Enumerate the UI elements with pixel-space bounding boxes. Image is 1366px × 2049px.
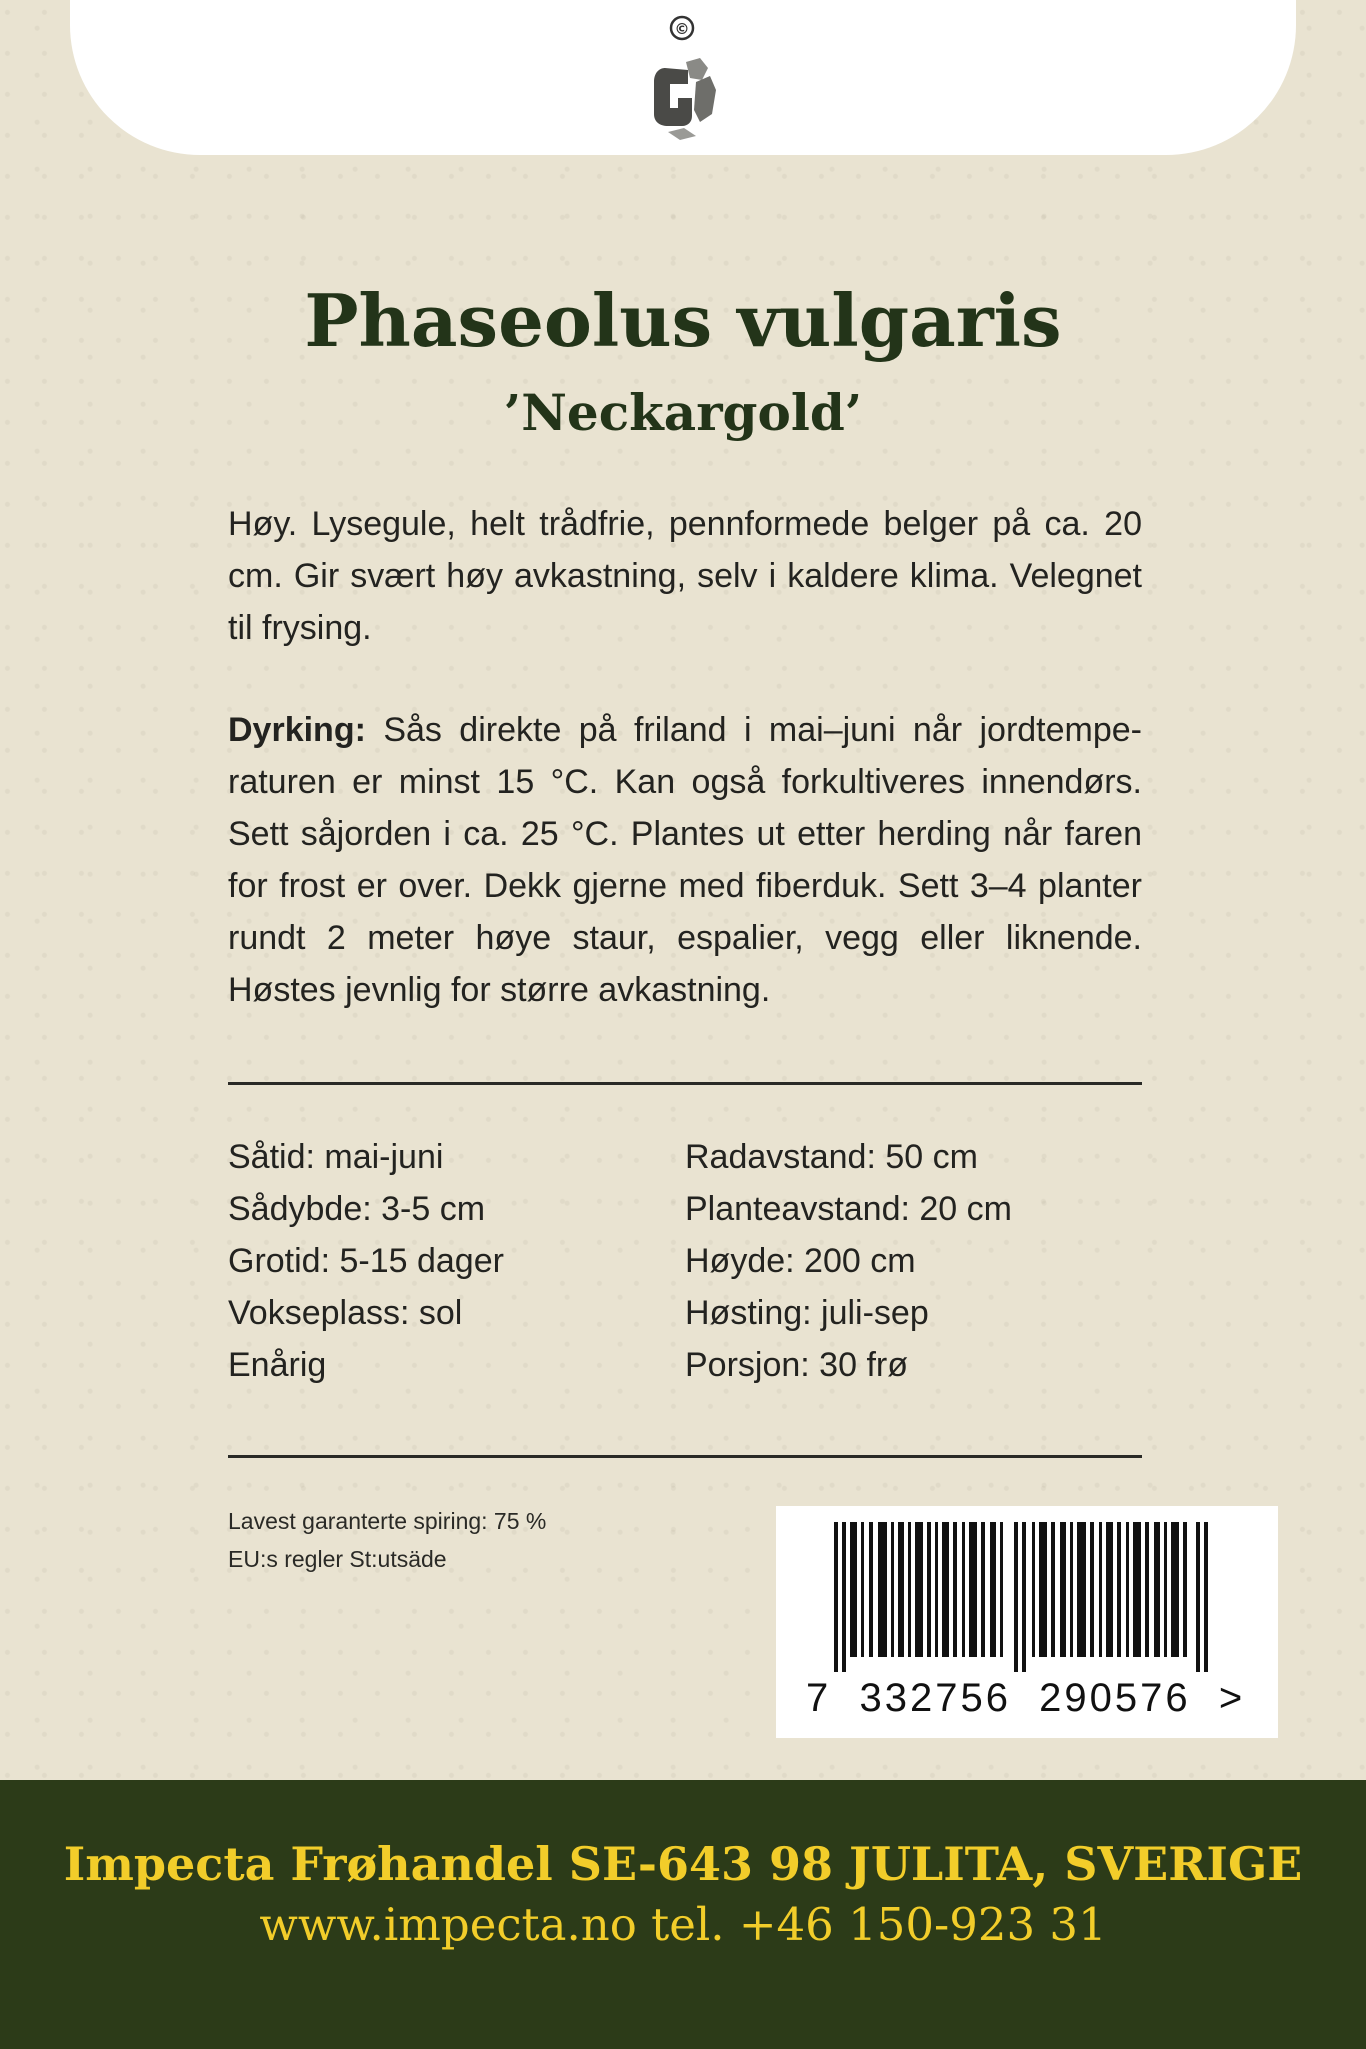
divider-top xyxy=(228,1082,1142,1085)
fact-sowing-time: Såtid: mai-juni xyxy=(228,1138,444,1176)
fact-harvest: Høsting: juli-sep xyxy=(685,1294,929,1332)
cultivation-label: Dyrking: xyxy=(228,711,366,749)
divider-bottom xyxy=(228,1455,1142,1458)
eu-regulation: EU:s regler St:utsäde xyxy=(228,1546,447,1572)
facts-right-column xyxy=(685,1131,1012,1391)
fact-lifecycle: Enårig xyxy=(228,1346,327,1384)
fine-print xyxy=(228,1502,546,1578)
cultivation-instructions xyxy=(228,704,1142,1016)
impecta-logo-icon xyxy=(630,10,740,145)
variety-description: Høy. Lysegule, helt trådfrie, pennformede belger på ca. 20 cm. Gir svært høy avkastning, selv i kaldere klima. Velegnet til frysing. xyxy=(228,505,1142,647)
fact-row-spacing: Radavstand: 50 cm xyxy=(685,1138,978,1176)
barcode-number: 7 332756 290576 > xyxy=(806,1676,1246,1720)
cultivation-text: Sås direkte på friland i mai–juni når jordtemperaturen er minst 15 °C. Kan også forkultiveres innendørs. Sett såjorden i ca. 25 °C. Plantes ut etter herding når faren for frost er over. Dekk gjerne med fiberduk. Sett 3–4 planter rundt 2 meter høye staur, espalier, vegg eller liknende. Høstes jevnlig for større avkastning. xyxy=(228,711,1142,1009)
facts-left-column xyxy=(228,1131,504,1391)
fact-sowing-depth: Sådybde: 3-5 cm xyxy=(228,1190,486,1228)
barcode xyxy=(776,1506,1278,1738)
fact-plant-spacing: Planteavstand: 20 cm xyxy=(685,1190,1012,1228)
company-address: Impecta Frøhandel SE-643 98 JULITA, SVERIGE xyxy=(63,1837,1303,1891)
fact-portion: Porsjon: 30 frø xyxy=(685,1346,908,1384)
species-title: Phaseolus vulgaris xyxy=(304,278,1062,363)
fact-germination-time: Grotid: 5-15 dager xyxy=(228,1242,504,1280)
copyright-symbol: © xyxy=(674,20,690,38)
cultivar-name: ’Neckargold’ xyxy=(503,383,863,442)
company-contact: www.impecta.no tel. +46 150-923 31 xyxy=(259,1898,1107,1951)
germination-guarantee: Lavest garanterte spiring: 75 % xyxy=(228,1508,547,1534)
fact-height: Høyde: 200 cm xyxy=(685,1242,916,1280)
footer-band xyxy=(0,1780,1366,2049)
fact-location: Vokseplass: sol xyxy=(228,1294,463,1332)
barcode-bars xyxy=(834,1522,1214,1672)
